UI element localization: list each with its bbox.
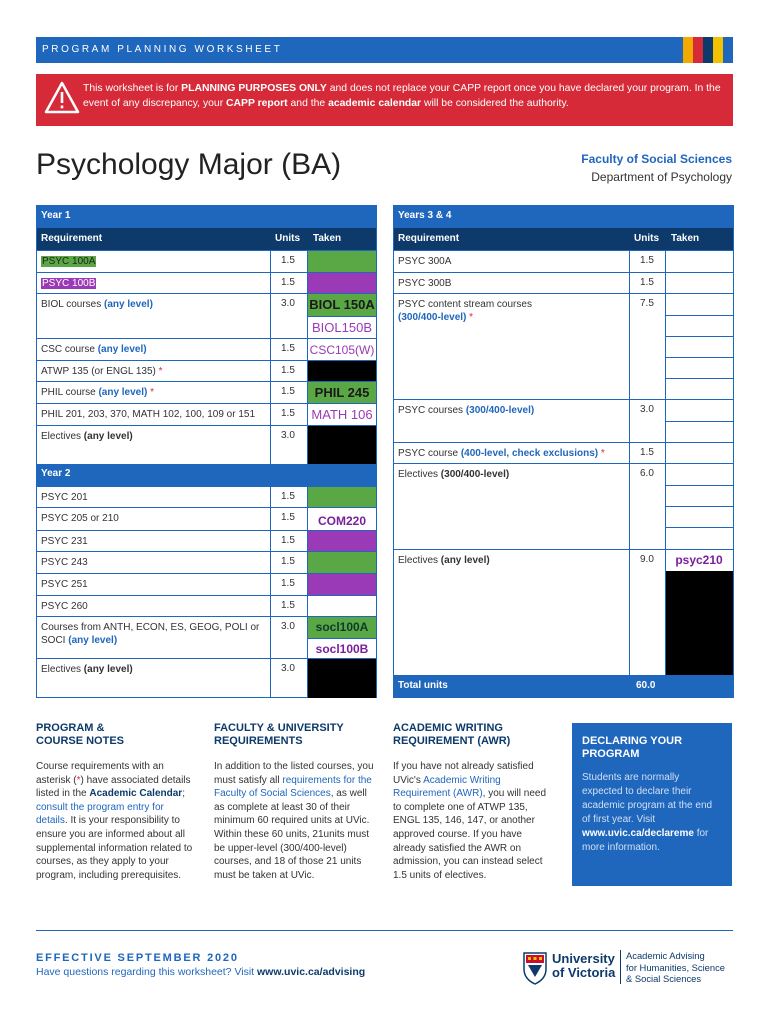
table-row: Electives (300/400-level) 6.0 xyxy=(394,463,733,550)
table-row: PSYC 300A 1.5 xyxy=(394,250,733,273)
advising-link[interactable]: www.uvic.ca/advising xyxy=(257,966,366,978)
table-row: Electives (any level) 3.0 xyxy=(37,425,376,470)
table-row: PSYC 260 1.5 xyxy=(37,595,376,617)
taken-cell[interactable] xyxy=(308,361,376,382)
years-1-2-table xyxy=(36,205,377,698)
years-3-4-table xyxy=(393,205,734,698)
faculty-university-requirements: FACULTY & UNIVERSITY REQUIREMENTS In addition to the listed courses, you must satisfy all requirements for the Faculty of Social Sciences, as well as complete at least 30 of their minimum 60 required units at UVic. Within these 60 units, 21units must be upper-level (300/400-level) courses, and 18 of those 21 units must be taken at UVic. xyxy=(214,722,374,881)
department-name: Department of Psychology xyxy=(591,170,732,184)
taken-cell[interactable]: socl100B xyxy=(308,638,376,659)
taken-cell[interactable]: psyc210 xyxy=(675,553,723,567)
effective-date: EFFECTIVE SEPTEMBER 2020 xyxy=(36,952,239,964)
column-header-row: Requirement Units Taken xyxy=(37,228,376,250)
table-row: ATWP 135 (or ENGL 135) * 1.5 xyxy=(37,360,376,382)
faculty-requirements-link[interactable]: requirements for the Faculty of Social Sciences xyxy=(214,774,372,800)
table-row: PSYC 251 1.5 xyxy=(37,573,376,596)
faculty-info xyxy=(581,150,732,186)
table-row: PSYC 205 or 210 1.5 COM220 xyxy=(37,507,376,531)
table-row: PHIL 201, 203, 370, MATH 102, 100, 109 or 151 1.5 MATH 106 xyxy=(37,403,376,426)
taken-cell[interactable] xyxy=(308,273,376,294)
planning-warning xyxy=(36,74,733,126)
taken-cell[interactable] xyxy=(665,315,733,316)
taken-cell[interactable] xyxy=(308,552,376,574)
taken-cell[interactable] xyxy=(665,378,733,379)
table-row: Electives (any level) 3.0 xyxy=(37,658,376,698)
table-row: Electives (any level) 9.0 psyc210 xyxy=(394,549,733,676)
year2-header: Year 2 xyxy=(37,464,376,486)
banner-stripes xyxy=(683,37,725,63)
footer-divider xyxy=(36,930,733,931)
taken-cell[interactable] xyxy=(665,357,733,358)
table-row: PSYC courses (300/400-level) 3.0 xyxy=(394,399,733,443)
taken-cell[interactable] xyxy=(665,571,733,676)
taken-cell[interactable] xyxy=(665,421,733,422)
academic-calendar-link[interactable]: Academic Calendar xyxy=(89,788,183,800)
taken-cell[interactable] xyxy=(308,659,376,698)
taken-cell[interactable] xyxy=(308,531,376,552)
taken-cell[interactable] xyxy=(308,574,376,596)
uvic-logo: University of Victoria Academic Advising for Humanities, Science & Social Sciences xyxy=(522,950,734,986)
awr-section: ACADEMIC WRITING REQUIREMENT (AWR) If you have not already satisfied UVic's Academic Writing Requirement (AWR), you will need to complete one of ATWP 135, ENGL 135, 146, 147, or another approved course. If you have already satisfied the AWR on admission, you can instead select 1.5 units of electives. xyxy=(393,722,547,881)
taken-cell[interactable]: CSC105(W) xyxy=(309,343,375,357)
uvic-crest-icon xyxy=(522,951,548,985)
table-row: PSYC 300B 1.5 xyxy=(394,272,733,294)
table-row: PSYC content stream courses (300/400-level) * 7.5 xyxy=(394,293,733,400)
advising-question: Have questions regarding this worksheet? Visit www.uvic.ca/advising xyxy=(36,966,366,978)
faculty-name: Faculty of Social Sciences xyxy=(581,152,732,166)
table-row: PSYC course (400-level, check exclusions) * 1.5 xyxy=(394,442,733,464)
table-row: PHIL course (any level) * 1.5 PHIL 245 xyxy=(37,381,376,404)
table-row: BIOL courses (any level) 3.0 BIOL 150A BIOL150B xyxy=(37,293,376,339)
table-row: PSYC 100B 1.5 xyxy=(37,272,376,294)
table-row: CSC course (any level) 1.5 CSC105(W) xyxy=(37,338,376,361)
taken-cell[interactable]: COM220 xyxy=(317,514,367,528)
taken-cell[interactable] xyxy=(665,336,733,337)
year1-header: Year 1 xyxy=(37,206,376,228)
taken-cell[interactable]: socl100A xyxy=(308,617,376,638)
column-header-row: Requirement Units Taken xyxy=(394,228,733,250)
table-row: PSYC 243 1.5 xyxy=(37,551,376,574)
table-row: PSYC 231 1.5 xyxy=(37,530,376,552)
taken-cell[interactable] xyxy=(308,487,376,508)
table-row: Courses from ANTH, ECON, ES, GEOG, POLI or SOCI (any level) 3.0 socl100A socl100B xyxy=(37,616,376,659)
taken-cell[interactable]: BIOL150B xyxy=(308,316,376,339)
program-course-notes: PROGRAM & COURSE NOTES Course requirements with an asterisk (*) have associated details listed in the Academic Calendar; consult the program entry for details. It is your responsibility to ensure you are informed about all supplemental information related to courses, as they apply to your program, including prerequisites. xyxy=(36,722,193,881)
banner-title: PROGRAM PLANNING WORKSHEET xyxy=(42,44,283,55)
worksheet-banner xyxy=(36,37,733,63)
taken-cell[interactable]: BIOL 150A xyxy=(308,294,376,316)
table-row: PSYC 100A 1.5 xyxy=(37,250,376,273)
table-row: PSYC 201 1.5 xyxy=(37,486,376,508)
taken-cell[interactable]: MATH 106 xyxy=(311,407,373,422)
declareme-link[interactable]: www.uvic.ca/declareme xyxy=(582,828,694,839)
awr-link[interactable]: Academic Writing Requirement (AWR) xyxy=(393,774,501,800)
warning-text: This worksheet is for PLANNING PURPOSES ONLY and does not replace your CAPP report once you have declared your program. In the event of any discrepancy, your CAPP report and the academic calendar will be considered the authority. xyxy=(83,83,721,109)
program-entry-link[interactable]: consult the program entry for details xyxy=(36,801,164,827)
total-units-row: Total units 60.0 xyxy=(394,675,733,697)
page-title: Psychology Major (BA) xyxy=(36,148,342,181)
taken-cell[interactable] xyxy=(308,596,376,617)
taken-cell[interactable]: PHIL 245 xyxy=(308,382,376,404)
declaring-program-box: DECLARING YOUR PROGRAM Students are normally expected to declare their academic program at the end of first year. Visit www.uvic.ca/declareme for more information. xyxy=(572,723,732,886)
taken-cell[interactable] xyxy=(308,251,376,273)
years34-header: Years 3 & 4 xyxy=(394,206,733,228)
warning-triangle-icon xyxy=(44,80,80,116)
